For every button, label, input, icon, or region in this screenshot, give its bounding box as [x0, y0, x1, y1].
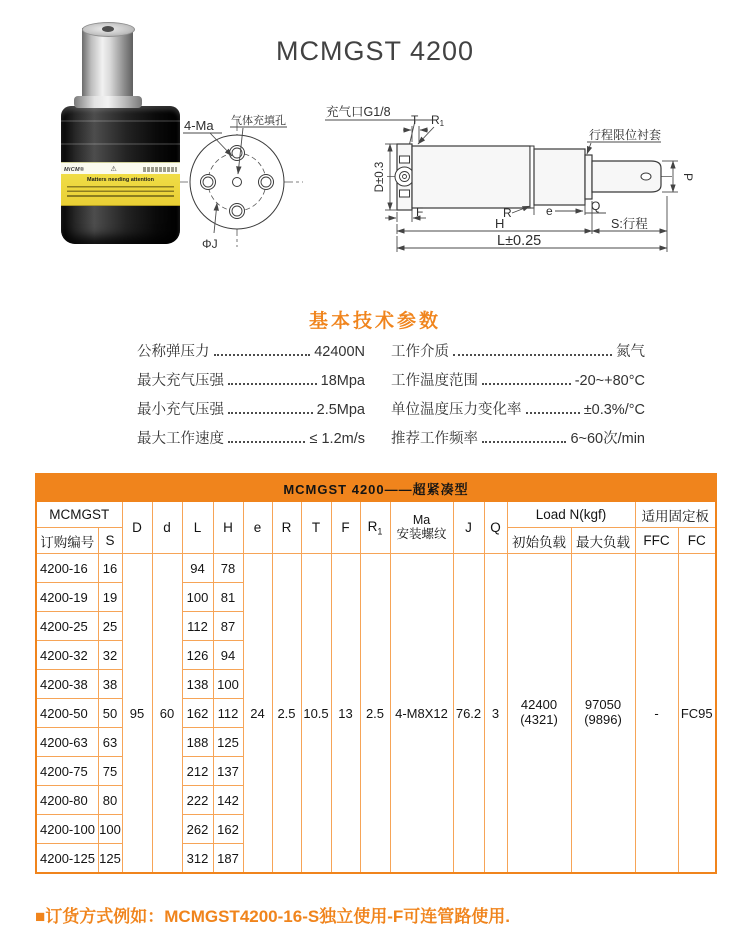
- cell-l: 212: [182, 757, 213, 786]
- dim-r1: R1: [431, 113, 445, 128]
- spec-leader: [228, 441, 305, 443]
- cell-l: 188: [182, 728, 213, 757]
- body-ridge: [61, 143, 180, 145]
- cell-s: 125: [98, 844, 122, 874]
- label-text-lines: [67, 186, 174, 200]
- cell-model: 4200-80: [36, 786, 98, 815]
- col-header-R: R: [272, 502, 301, 554]
- warning-triangle-icon: ⚠: [110, 166, 117, 173]
- cell-h: 100: [213, 670, 243, 699]
- col-header-T: T: [301, 502, 331, 554]
- spec-leader: [482, 441, 566, 443]
- cell-model: 4200-50: [36, 699, 98, 728]
- spec-leader: [228, 412, 313, 414]
- side-view-drawing: [315, 100, 715, 258]
- dim-q: Q: [591, 199, 601, 213]
- cell-ffc: -: [635, 554, 678, 874]
- order-example-note: ■订货方式例如：MCMGST4200-16-S独立使用-F可连管路使用.: [35, 907, 510, 926]
- brand-text: MiCM®: [64, 166, 85, 173]
- col-header-F: F: [331, 502, 360, 554]
- cell-h: 125: [213, 728, 243, 757]
- cell-h: 112: [213, 699, 243, 728]
- cell-model: 4200-63: [36, 728, 98, 757]
- label-fine-print: [143, 167, 177, 172]
- col-header-R1: $R_1$: [360, 502, 390, 554]
- cell-l: 94: [182, 554, 213, 583]
- spec-label: 最大充气压强: [137, 373, 224, 389]
- spec-label: 工作温度范围: [391, 373, 478, 389]
- cell-h: 142: [213, 786, 243, 815]
- cell-d: 60: [152, 554, 182, 874]
- cell-h: 87: [213, 612, 243, 641]
- cell-J: 76.2: [453, 554, 484, 874]
- cell-Q: 3: [484, 554, 507, 874]
- page-title: MCMGST 4200: [275, 36, 475, 66]
- spec-row: [137, 398, 365, 427]
- spec-value: 42400N: [314, 344, 365, 360]
- cell-s: 16: [98, 554, 122, 583]
- dim-r: R: [503, 206, 512, 220]
- dim-h: H: [495, 216, 505, 231]
- spec-row: [391, 427, 645, 456]
- cell-l: 222: [182, 786, 213, 815]
- cell-h: 94: [213, 641, 243, 670]
- spec-value: 氮气: [616, 344, 645, 360]
- spec-label: 工作介质: [391, 344, 449, 360]
- cell-model: 4200-19: [36, 583, 98, 612]
- col-header-plate: 适用固定板: [635, 502, 716, 528]
- cell-l: 138: [182, 670, 213, 699]
- dim-f: F: [416, 205, 424, 219]
- cell-s: 75: [98, 757, 122, 786]
- dim-p: P: [681, 172, 695, 182]
- label-bolt-holes: 4-Ma: [184, 118, 214, 133]
- cell-s: 80: [98, 786, 122, 815]
- spec-row: [137, 427, 365, 456]
- spec-label: 推荐工作频率: [391, 431, 478, 447]
- cell-model: 4200-32: [36, 641, 98, 670]
- col-header-L: L: [182, 502, 213, 554]
- spec-leader: [482, 383, 571, 385]
- col-header-e: e: [243, 502, 272, 554]
- spec-row: [391, 398, 645, 427]
- col-header-d: d: [152, 502, 182, 554]
- cell-s: 25: [98, 612, 122, 641]
- dim-d: D±0.3: [374, 161, 386, 193]
- label-stroke-bushing: 行程限位衬套: [589, 128, 662, 142]
- cell-h: 162: [213, 815, 243, 844]
- col-header-load: Load N(kgf): [507, 502, 635, 528]
- cell-h: 137: [213, 757, 243, 786]
- spec-label: 最大工作速度: [137, 431, 224, 447]
- product-photo: [0, 0, 200, 260]
- dim-s: S:行程: [611, 217, 648, 231]
- cell-s: 50: [98, 699, 122, 728]
- rod-collar: [74, 96, 142, 108]
- cell-l: 262: [182, 815, 213, 844]
- col-header-s: S: [98, 528, 122, 554]
- col-header-ffc: FFC: [635, 528, 678, 554]
- specs-heading: 基本技术参数: [308, 311, 441, 332]
- spec-value: 2.5Mpa: [316, 402, 365, 418]
- cell-l: 126: [182, 641, 213, 670]
- cell-load-max: 97050 (9896): [571, 554, 635, 874]
- cell-e: 24: [243, 554, 272, 874]
- label-gas-fill-hole: 气体充填孔: [231, 115, 286, 127]
- cell-model: 4200-25: [36, 612, 98, 641]
- cell-load-initial: 42400 (4321): [507, 554, 571, 874]
- spec-row: [391, 369, 645, 398]
- spec-value: ≤ 1.2m/s: [309, 431, 365, 447]
- col-header-load-max: 最大负载: [571, 528, 635, 554]
- cell-D: 95: [122, 554, 152, 874]
- label-phi-j: ΦJ: [202, 237, 218, 251]
- warning-label: [61, 162, 180, 206]
- cell-model: 4200-16: [36, 554, 98, 583]
- spec-leader: [214, 354, 311, 356]
- cell-s: 63: [98, 728, 122, 757]
- piston-rod: [82, 28, 133, 98]
- table-row: [36, 554, 716, 583]
- col-header-Q: Q: [484, 502, 507, 554]
- spec-label: 最小充气压强: [137, 402, 224, 418]
- cell-l: 100: [182, 583, 213, 612]
- col-header-J: J: [453, 502, 484, 554]
- col-header-mcmgst: MCMGST: [36, 502, 122, 528]
- cell-model: 4200-100: [36, 815, 98, 844]
- cell-s: 100: [98, 815, 122, 844]
- cell-fc: FC95: [678, 554, 716, 874]
- body-ridge: [61, 120, 180, 122]
- cell-l: 162: [182, 699, 213, 728]
- cell-l: 312: [182, 844, 213, 874]
- dimension-table: [35, 473, 717, 874]
- spec-leader: [228, 383, 317, 385]
- spec-leader: [453, 354, 612, 356]
- cell-T: 10.5: [301, 554, 331, 874]
- dim-e: e: [546, 204, 553, 218]
- cell-h: 78: [213, 554, 243, 583]
- col-header-Ma: Ma 安装螺纹: [390, 502, 453, 554]
- warning-heading: Matters needing attention: [87, 177, 154, 183]
- cell-s: 38: [98, 670, 122, 699]
- spec-value: -20~+80°C: [574, 373, 645, 389]
- label-charge-port: 充气口G1/8: [326, 105, 391, 119]
- spec-row: [391, 340, 645, 369]
- spec-label: 单位温度压力变化率: [391, 402, 522, 418]
- dim-l: L±0.25: [497, 233, 542, 249]
- cell-model: 4200-125: [36, 844, 98, 874]
- cell-s: 32: [98, 641, 122, 670]
- cell-l: 112: [182, 612, 213, 641]
- specs-list: [137, 340, 645, 456]
- spec-value: 18Mpa: [320, 373, 365, 389]
- cell-R: 2.5: [272, 554, 301, 874]
- cell-model: 4200-38: [36, 670, 98, 699]
- col-header-load-initial: 初始负载: [507, 528, 571, 554]
- col-header-order-no: 订购编号: [36, 528, 98, 554]
- col-header-D: D: [122, 502, 152, 554]
- cell-h: 187: [213, 844, 243, 874]
- dim-t: T: [411, 113, 419, 127]
- spec-row: [137, 340, 365, 369]
- cell-F: 13: [331, 554, 360, 874]
- cell-Ma: 4-M8X12: [390, 554, 453, 874]
- spec-value: ±0.3%/°C: [583, 402, 645, 418]
- cell-model: 4200-75: [36, 757, 98, 786]
- col-header-fc: FC: [678, 528, 716, 554]
- spec-label: 公称弹压力: [137, 344, 210, 360]
- cell-h: 81: [213, 583, 243, 612]
- col-header-H: H: [213, 502, 243, 554]
- rod-center-hole: [102, 26, 114, 32]
- cell-s: 19: [98, 583, 122, 612]
- spec-leader: [526, 412, 580, 414]
- spec-value: 6~60次/min: [570, 431, 645, 447]
- table-title: MCMGST 4200——超紧凑型: [36, 474, 716, 502]
- spec-row: [137, 369, 365, 398]
- cell-R1: 2.5: [360, 554, 390, 874]
